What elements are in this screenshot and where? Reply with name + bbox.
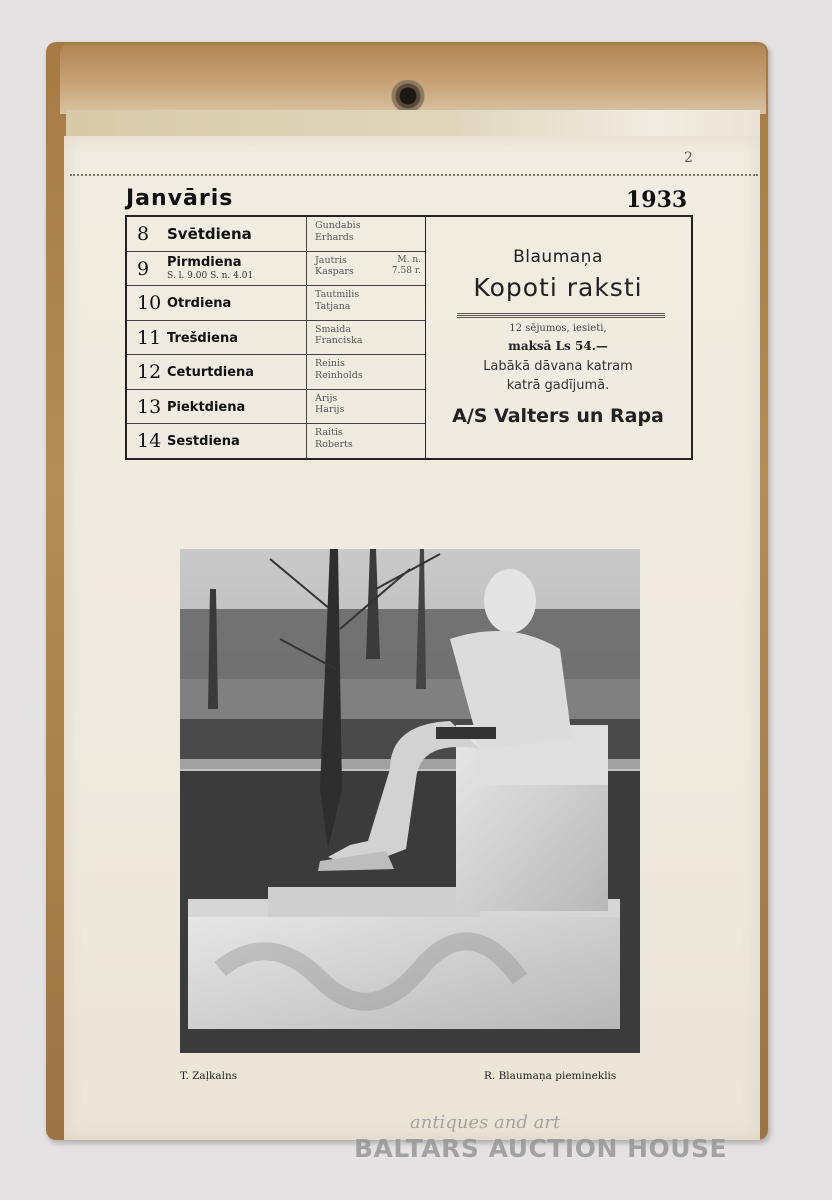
name-days: [315, 393, 344, 416]
watermark-brand: BALTARS AUCTION HOUSE: [354, 1134, 728, 1163]
day-row: [127, 252, 425, 287]
moon-phase-label: M. n.: [397, 254, 421, 265]
day-row: [127, 286, 425, 321]
day-name: Piektdiena: [167, 399, 246, 415]
page-number: 2: [684, 150, 693, 166]
ad-author: Blaumaņa: [513, 247, 603, 267]
sunrise-sunset: S. l. 9.00 S. n. 4.01: [167, 270, 254, 281]
year-title: 1933: [626, 187, 688, 213]
monument-photo-illustration: [180, 549, 640, 1053]
name-day: Tautmilis: [315, 289, 360, 300]
name-day: Arijs: [315, 392, 338, 404]
name-day: Harijs: [315, 404, 345, 415]
name-days: [315, 358, 363, 381]
hanging-hole: [388, 80, 428, 112]
calendar-days-column: [127, 217, 426, 458]
moon-phase-time: 7.58 r.: [391, 266, 421, 276]
photo-caption-monument: R. Blaumaņa piemineklis: [484, 1070, 617, 1082]
day-cell: [127, 217, 307, 251]
ad-gift-line: Labākā dāvana katram: [483, 359, 633, 374]
day-name: Trešdiena: [167, 330, 239, 346]
moon-phase: [385, 255, 421, 278]
day-cell: [127, 321, 307, 355]
calendar-table: [125, 215, 693, 460]
ad-volumes: 12 sējumos, iesieti,: [509, 323, 607, 334]
day-row: [127, 321, 425, 356]
day-name: Ceturtdiena: [167, 365, 255, 380]
name-day: Gundabis: [315, 220, 361, 231]
day-number: 8: [137, 223, 150, 245]
day-row: [127, 217, 425, 252]
name-days: [315, 427, 353, 450]
day-number: 9: [137, 257, 150, 280]
ad-gift-text: [425, 357, 691, 395]
name-days: [315, 324, 363, 347]
day-row: [127, 355, 425, 390]
name-day: Tatjana: [315, 300, 351, 312]
name-day: Reinis: [315, 358, 345, 369]
day-cell: [127, 390, 307, 424]
name-day: Erhards: [315, 231, 354, 243]
day-number: 10: [137, 292, 162, 314]
name-day: Roberts: [315, 438, 353, 450]
day-name: Svētdiena: [167, 225, 252, 243]
name-day: Kaspars: [315, 266, 354, 277]
day-number: 11: [137, 326, 162, 349]
day-name: Pirmdiena: [167, 254, 242, 270]
day-cell: [127, 252, 307, 286]
name-days: [315, 220, 361, 243]
ad-gift-line: katrā gadījumā.: [506, 378, 610, 393]
name-days: [315, 289, 359, 312]
ad-publisher: A/S Valters un Rapa: [452, 405, 664, 427]
name-day: Smaida: [315, 323, 351, 335]
day-name: Sestdiena: [167, 434, 240, 449]
month-title: Janvāris: [126, 186, 234, 211]
name-day: Reinholds: [315, 369, 363, 381]
photo-caption-sculptor: T. Zaļkalns: [180, 1070, 238, 1082]
book-advertisement: [425, 217, 691, 458]
perforation-line: [70, 174, 758, 176]
ad-divider: [457, 312, 665, 318]
name-days: [315, 255, 354, 278]
ad-title: Kopoti raksti: [473, 273, 643, 302]
day-row: [127, 424, 425, 459]
day-cell: [127, 355, 307, 389]
day-number: 13: [137, 395, 162, 418]
monument-photograph: [180, 549, 640, 1053]
name-day: Raitis: [315, 427, 343, 438]
day-number: 14: [137, 430, 162, 452]
watermark-tagline: antiques and art: [410, 1112, 561, 1133]
day-name: Otrdiena: [167, 296, 232, 311]
day-cell: [127, 286, 307, 320]
name-day: Jautris: [315, 254, 347, 266]
day-number: 12: [137, 361, 162, 383]
ad-price: maksā Ls 54.—: [508, 339, 608, 353]
day-row: [127, 390, 425, 425]
name-day: Franciska: [315, 335, 363, 346]
auction-watermark: [354, 1108, 754, 1168]
day-cell: [127, 424, 307, 459]
